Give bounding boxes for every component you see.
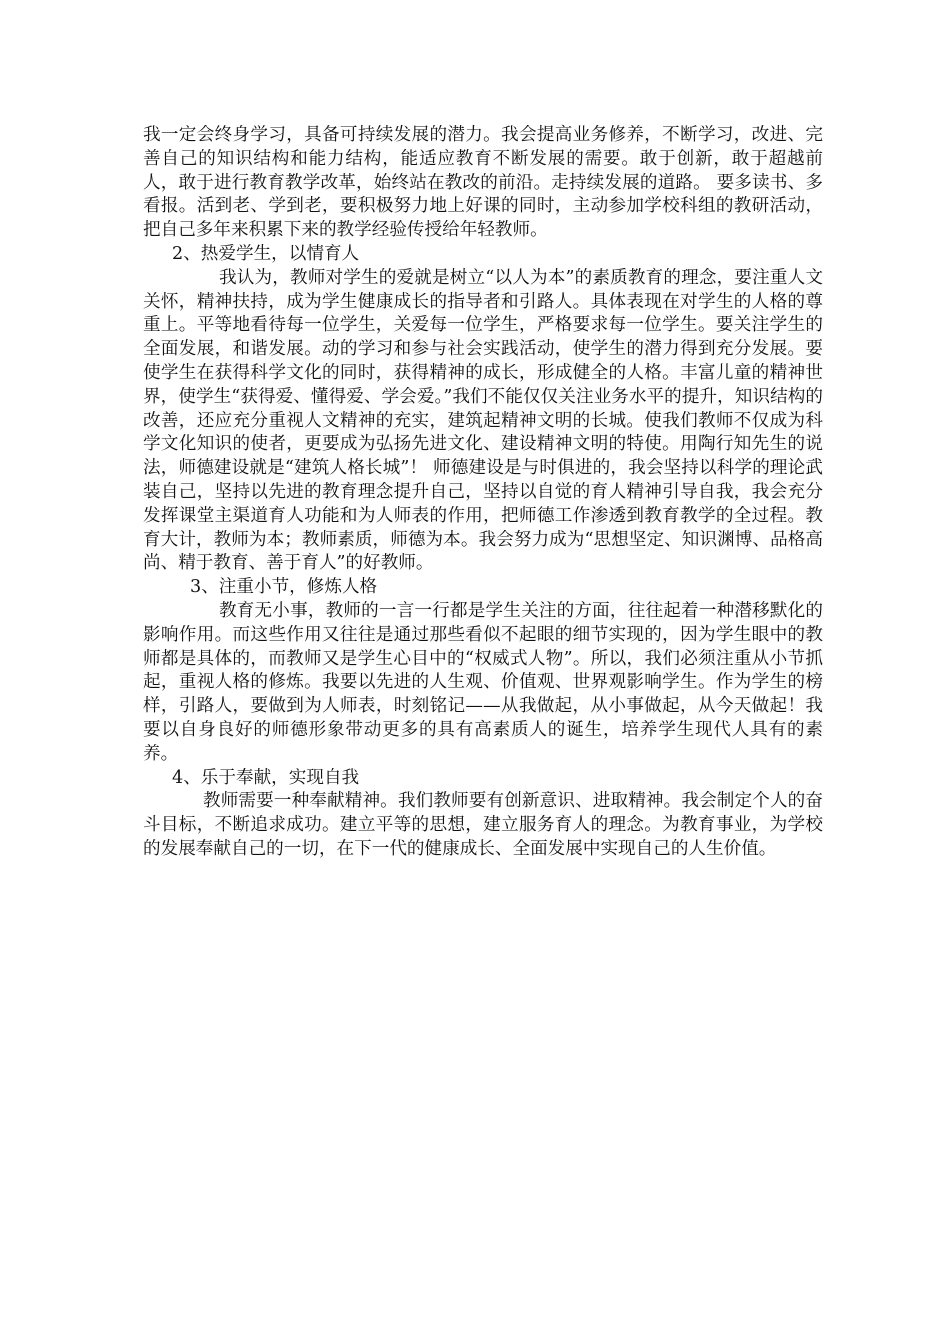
paragraph-love-students: 我认为，教师对学生的爱就是树立“以人为本”的素质教育的理念，要注重人文关怀，精神扶持，成为学生健康成长的指导者和引路人。具体表现在对学生的人格的尊重上。平等地看待每一位学生，关爱每一位学生，严格要求每一位学生。要关注学生的全面发展，和谐发展。动的学习和参与社会实践活动，使学生的潜力得到充分发展。要使学生在获得科学文化的同时，获得精神的成长，形成健全的人格。丰富儿童的精神世界，使学生“获得爱、懂得爱、学会爱。”我们不能仅仅关注业务水平的提升，知识结构的改善，还应充分重视人文精神的充实，建筑起精神文明的长城。使我们教师不仅成为科学文化知识的使者，更要成为弘扬先进文化、建设精神文明的特使。用陶行知先生的说法，师德建设就是“建筑人格长城”！ 师德建设是与时俱进的，我会坚持以科学的理论武装自己，坚持以先进的教育理念提升自己，坚持以自觉的育人精神引导自我，我会充分发挥课堂主渠道育人功能和为人师表的作用，把师德工作渗透到教育教学的全过程。教育大计，教师为本；教师素质，师德为本。我会努力成为“思想坚定、知识渊博、品格高尚、精于教育、善于育人”的好教师。 — [143, 267, 823, 574]
section-heading-small-details: 3、注重小节，修炼人格 — [190, 577, 378, 598]
section-heading-dedication: 4、乐于奉献，实现自我 — [172, 767, 360, 788]
section-heading-love-students: 2、热爱学生，以情育人 — [172, 243, 360, 264]
document-body — [143, 124, 823, 862]
paragraph-lifelong-learning: 我一定会终身学习，具备可持续发展的潜力。我会提高业务修养，不断学习，改进、完善自己的知识结构和能力结构，能适应教育不断发展的需要。敢于创新，敢于超越前人，敢于进行教育教学改革，始终站在教改的前沿。走持续发展的道路。 要多读书、多看报。活到老、学到老，要积极努力地上好课的同时，主动参加学校科组的教研活动，把自己多年来积累下来的教学经验传授给年轻教师。 — [143, 125, 823, 241]
paragraph-dedication: 教师需要一种奉献精神。我们教师要有创新意识、进取精神。我会制定个人的奋斗目标，不断追求成功。建立平等的思想，建立服务育人的理念。为教育事业，为学校的发展奉献自己的一切，在下一代的健康成长、全面发展中实现自己的人生价值。 — [143, 791, 823, 859]
paragraph-small-details: 教育无小事，教师的一言一行都是学生关注的方面，往往起着一种潜移默化的影响作用。而这些作用又往往是通过那些看似不起眼的细节实现的，因为学生眼中的教师都是具体的，而教师又是学生心目中的“权威式人物”。所以，我们必须注重从小节抓起，重视人格的修炼。我要以先进的人生观、价值观、世界观影响学生。作为学生的榜样，引路人，要做到为人师表，时刻铭记——从我做起，从小事做起，从今天做起！我要以自身良好的师德形象带动更多的具有高素质人的诞生，培养学生现代人具有的素养。 — [143, 600, 823, 764]
